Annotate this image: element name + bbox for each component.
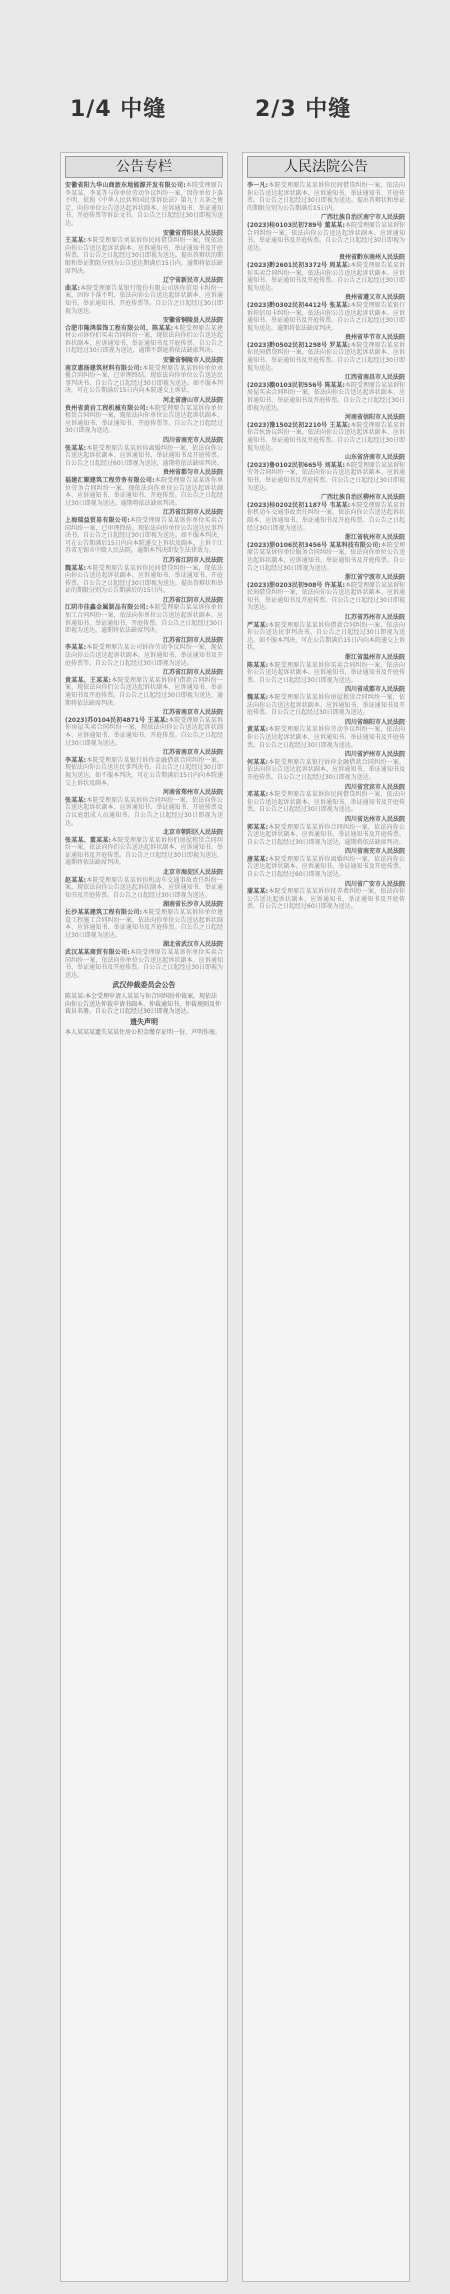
notice-addressee: 张某某:	[65, 796, 87, 804]
notice-entry	[247, 454, 405, 492]
notice-entry	[65, 357, 223, 395]
notice-text: 本院受理原告某某诉你合同纠纷一案，依法向你公告送达起诉状副本、应诉通知书、举证通知书、开庭传票及合议庭组成人员通知书。自公告之日起经过30日即视为送达。	[65, 796, 223, 827]
notice-entry	[65, 437, 223, 467]
notice-text: 本院受理原告某某诉你民间借贷纠纷一案，依法向你公告送达起诉状副本、应诉通知书、举证通知书及开庭传票。自公告之日起经过30日即视为送达。	[247, 341, 405, 372]
notice-text: 本院受理原告某建材公司诉你们买卖合同纠纷一案，现依法向你们公告送达起诉状副本、应诉通知书、举证通知书及开庭传票。自公告之日起经过30日即视为送达，逾期不到庭将依法缺席判决。	[65, 324, 223, 355]
notice-entry	[65, 182, 223, 228]
notice-addressee: (2023)黔2601民初3372号 周某某:	[247, 261, 351, 269]
notice-entry	[65, 509, 223, 555]
notice-entry	[65, 230, 223, 276]
notice-text: 本院受理原告李某某、李某等与你单位劳动争议纠纷一案，因你单位下落不明，依照《中华人民共和国民事诉讼法》第九十五条之规定，向你单位公告送达起诉状副本、应诉通知书、举证通知书、开庭传票等诉讼文书。自公告之日起经过30日即视为送达。	[65, 182, 223, 227]
right-fold-label: 2/3 中缝	[255, 97, 352, 122]
notice-entry	[65, 789, 223, 827]
notice-text: 本院受理原告某某诉你抚养费纠纷一案，依法向你公告送达起诉状副本、应诉通知书、举证通知书及开庭传票。自公告之日起经过60日即视为送达。	[247, 888, 405, 911]
notice-text: 本院受理原告某某诉你房屋买卖合同纠纷一案，依法向你公告送达起诉状副本、应诉通知书、举证通知书及开庭传票。自公告之日起经过30日即视为送达。	[247, 381, 405, 412]
notice-court-signature: 江苏省苏州市人民法院	[344, 614, 405, 622]
notice-entry	[65, 397, 223, 435]
notice-text: 本院受理原告某某诉你们借款合同纠纷一案，现依法向你们公告送达起诉状副本、应诉通知书、举证通知书及开庭传票。自公告之日起经过30日即视为送达，逾期将依法缺席判决。	[65, 676, 223, 707]
notice-entry	[247, 881, 405, 911]
notice-text: 本院受理原告某某诉你们房屋租赁合同纠纷一案，依法向你们公告送达起诉状副本、应诉通知书、举证通知书及开庭传票。自公告之日起经过30日即视为送达，逾期将依法缺席判决。	[65, 836, 223, 867]
notice-court-signature: 四川省成都市人民法院	[344, 686, 405, 694]
footer-notice	[65, 1019, 223, 1037]
notice-text: 本院受理原告某某诉你买卖合同纠纷一案，依法向你公告送达起诉状副本、应诉通知书、举证通知书及开庭传票。自公告之日起经过30日即视为送达。	[247, 661, 405, 684]
notice-addressee: 合肥市隆鸿装饰工程有限公司、陈某某:	[65, 324, 174, 332]
notice-text: 本院受理原告某某诉你单位租赁合同纠纷一案，现依法向你单位公告送达起诉状副本、应诉通知书、举证通知书、开庭传票等。自公告之日起经过30日即视为送达。	[65, 404, 223, 435]
notice-text: 本院受理原告某某诉你单位劳务合同纠纷一案，现依法向你单位公告送达起诉状副本、应诉通知书、举证通知书、开庭传票。自公告之日起经过30日即视为送达。逾期将依法缺席判决。	[65, 476, 223, 507]
notice-text: 本院受理原告某某诉你买卖合同纠纷一案，依法向你公告送达起诉状副本、应诉通知书、举证通知书及开庭传票。自公告之日起经过30日即视为送达。	[247, 261, 405, 292]
notice-court-signature: 贵州省黔东南州人民法院	[338, 254, 405, 262]
notice-addressee: 武汉某某商贸有限公司:	[65, 949, 130, 956]
notice-addressee: 赵某某:	[65, 876, 87, 884]
left-column-title: 公告专栏	[65, 156, 223, 178]
footer-notice-title: 武汉仲裁委员会公告	[112, 981, 176, 990]
notice-entry	[247, 254, 405, 292]
notice-entry	[247, 686, 405, 716]
notice-entry	[247, 654, 405, 684]
notice-court-signature: 四川省南充市人民法院	[162, 437, 223, 444]
notice-entry	[65, 941, 223, 979]
notice-text: 本院受理原告某某诉你单位买卖合同纠纷一案，依法向你单位公告送达起诉状副本、应诉通知书、举证通知书及开庭传票。自公告之日起经过30日即视为送达。	[65, 949, 223, 979]
notice-court-signature: 安徽省青阳县人民法院	[162, 229, 223, 237]
notice-court-signature: 江苏省江阴市人民法院	[162, 509, 223, 517]
notice-entry	[247, 534, 405, 572]
notice-court-signature: 贵州省都匀市人民法院	[162, 469, 223, 477]
notice-addressee: 黄某某、王某某:	[65, 676, 111, 684]
notice-addressee: 严某某:	[247, 621, 269, 629]
notice-entry	[247, 816, 405, 846]
notice-addressee: (2023)苏0104民初4871号 王某某:	[65, 716, 169, 724]
notice-court-signature: 四川省南充市人民法院	[344, 848, 405, 856]
notice-court-signature: 江苏省江阴市人民法院	[162, 669, 223, 677]
notice-court-signature: 广西壮族自治区柳州市人民法院	[320, 494, 405, 502]
notice-text: 本院受理原告某某诉你借款合同纠纷一案，依法向你公告送达民事判决书。自公告之日起经过30日即视为送达。如不服本判决，可在公告期满后15日内向本院递交上诉状。	[247, 621, 405, 652]
notice-addressee: 长沙某某建筑工程有限公司:	[65, 909, 143, 917]
footer-notice-text: 陈某某:本会受理申请人某某与你合同纠纷仲裁案，现依法向你公告送达仲裁申请书副本、仲裁通知书、仲裁规则及仲裁员名册。自公告之日起经过30日即视为送达。	[65, 992, 222, 1016]
notice-entry	[247, 494, 405, 532]
notice-addressee: 邓某某:	[247, 791, 269, 799]
notice-text: 本院受理原告某某诉你合伙协议纠纷一案，依法向你公告送达起诉状副本、应诉通知书、举证通知书及开庭传票。自公告之日起经过30日即视为送达。	[247, 421, 405, 452]
notice-court-signature: 江苏省南京市人民法院	[162, 749, 223, 757]
notice-court-signature: 贵州省遵义市人民法院	[344, 294, 405, 302]
notice-text: 本院受理原告某某诉你单位加工合同纠纷一案，依法向你单位公告送达起诉状副本、应诉通知书、举证通知书、开庭传票。自公告之日起经过30日即视为送达。逾期将依法缺席判决。	[65, 604, 223, 635]
notice-text: 本院受理原告某某诉你劳务合同纠纷一案，依法向你公告送达起诉状副本、应诉通知书、举证通知书及开庭传票。自公告之日起经过30日即视为送达。	[247, 461, 405, 492]
footer-notice-title: 遗失声明	[130, 1017, 158, 1026]
notice-entry	[65, 317, 223, 355]
notice-entry	[247, 574, 405, 612]
notice-entry	[247, 784, 405, 814]
notice-addressee: (2023)浙0203民初908号 许某某:	[247, 581, 345, 589]
notice-entry	[65, 709, 223, 747]
notice-court-signature: 浙江省宁波市人民法院	[344, 574, 405, 582]
notice-text: 本院受理原告某某诉你民间借贷纠纷一案，依法向你公告送达起诉状副本、应诉通知书、举证通知书、开庭传票。自公告之日起经过30日即视为送达。提出答辩状和举证的期限分别为公告期满后15日内。	[247, 182, 405, 212]
left-notice-column	[60, 152, 228, 2282]
notice-court-signature: 安徽省铜陵县人民法院	[162, 317, 223, 325]
left-entries-list	[61, 182, 227, 979]
right-notice-column	[242, 152, 410, 2282]
notice-addressee: 江阴市佳鑫金属制品有限公司:	[65, 604, 149, 612]
notice-court-signature: 江苏省南京市人民法院	[162, 709, 223, 717]
notice-court-signature: 湖北省武汉市人民法院	[162, 941, 223, 949]
notice-text: 本院受理原告某某诉你单位建设工程施工合同纠纷一案，依法向你单位公告送达起诉状副本、应诉通知书、举证通知书及开庭传票。自公告之日起经过30日即视为送达。	[65, 909, 223, 939]
notice-court-signature: 四川省泸州市人民法院	[344, 751, 405, 759]
notice-text: 本院受理原告某某诉你劳动争议纠纷一案，依法向你公告送达起诉状副本、应诉通知书、举证通知书及开庭传票。自公告之日起经过30日即视为送达。	[247, 726, 405, 749]
notice-entry	[65, 901, 223, 939]
notice-addressee: 李某某:	[65, 756, 87, 764]
notice-text: 本院受理原告某银行股份有限公司诉你信用卡纠纷一案，因你下落不明，依法向你公告送达起诉状副本、应诉通知书、举证通知书、开庭传票等。自公告之日起经过30日即视为送达。	[65, 284, 223, 315]
notice-court-signature: 辽宁省新民市人民法院	[162, 277, 223, 285]
notice-addressee: (2023)赣0103民初556号 陈某某:	[247, 381, 345, 389]
notice-text: 本院受理原告某某诉你离婚纠纷一案，依法向你公告送达起诉状副本、应诉通知书、举证通知书及开庭传票。自公告之日起经过60日即视为送达。	[247, 855, 405, 879]
notice-addressee: 何某某:	[247, 758, 269, 766]
notice-court-signature: 江西省南昌市人民法院	[344, 374, 405, 382]
notice-addressee: (2023)黔0302民初4412号 张某某:	[247, 301, 351, 309]
notice-addressee: (2023)鲁0102民初665号 刘某某:	[247, 461, 345, 469]
notice-addressee: (2023)桂0103民初789号 董某某:	[247, 221, 345, 229]
notice-text: 本院受理原告某某诉你民间借贷纠纷一案，依法向你公告送达起诉状副本、应诉通知书、举证通知书及开庭传票。自公告之日起经过30日即视为送达。	[247, 581, 405, 612]
notice-addressee: 陈某某:	[247, 661, 269, 669]
notice-court-signature: 四川省广安市人民法院	[344, 880, 405, 888]
notice-text: 本院受理原告某某诉你合同纠纷一案，依法向你公告送达起诉状副本、应诉通知书、举证通知书及开庭传票。自公告之日起经过30日即视为送达，逾期将依法缺席判决。	[247, 823, 405, 846]
notice-entry	[65, 557, 223, 595]
notice-text: 本院受理原告某银行诉你金融借款合同纠纷一案，依法向你公告送达起诉状副本、应诉通知书、举证通知书及开庭传票。自公告之日起经过30日即视为送达。	[247, 758, 405, 781]
notice-text: 本院受理原告某某诉你单位服务合同纠纷一案，依法向你单位公告送达起诉状副本、应诉通知书、举证通知书及开庭传票。自公告之日起经过30日即视为送达。	[247, 541, 405, 572]
notice-text: 本院受理原告刘某诉你民间借贷纠纷一案，现依法向你公告送达起诉状副本、应诉通知书、举证通知书及开庭传票。自公告之日起经过30日即视为送达。提出答辩状的期限和举证期限分别为公告送达期满后15日内。逾期将依法缺席判决。	[65, 237, 223, 275]
notice-addressee: (2023)黔0502民初1298号 罗某某:	[247, 341, 351, 349]
notice-addressee: 王某某:	[65, 237, 87, 245]
left-footer-notices	[61, 982, 227, 1037]
footer-notice	[65, 982, 223, 1015]
notice-entry	[247, 751, 405, 781]
notice-addressee: 张某某:	[65, 444, 87, 452]
notice-entry	[65, 669, 223, 707]
notice-court-signature: 山东省济南市人民法院	[344, 454, 405, 462]
notice-addressee: 上海瑞益贸易有限公司:	[65, 516, 130, 524]
notice-addressee: 蒲某某:	[247, 888, 269, 896]
notice-addressee: 曲某:	[65, 284, 80, 292]
notice-entry	[247, 294, 405, 332]
notice-text: 本院受理原告某某诉你民间借贷纠纷一案，现依法向你公告送达起诉状副本、应诉通知书、举证通知书、开庭传票。自公告之日起经过30日即视为送达。提出答辩状和举证的期限分别为公告期满后的15日内。	[65, 564, 223, 595]
notice-addressee: 福建汇顺建筑工程劳务有限公司:	[65, 476, 155, 484]
notice-entry	[247, 848, 405, 878]
left-fold-label: 1/4 中缝	[70, 97, 167, 122]
notice-addressee: (2023)豫1502民初2210号 王某某:	[247, 421, 351, 429]
notice-entry	[247, 182, 405, 212]
notice-addressee: (2023)浙0106民初3456号 某某科技有限公司:	[247, 541, 381, 549]
notice-court-signature: 湖南省长沙市人民法院	[162, 901, 223, 909]
notice-text: 本院受理原告某某诉你房屋买卖合同纠纷一案，现依法向你公告送达起诉状副本、应诉通知书、举证通知书、开庭传票。自公告之日起经过30日即视为送达。	[65, 716, 223, 747]
right-entries-list	[243, 182, 409, 911]
notice-addressee: 南京惠扬建筑材料有限公司:	[65, 364, 143, 372]
notice-addressee: 魏某某:	[247, 694, 269, 701]
notice-entry	[65, 869, 223, 899]
notice-text: 本院受理原告某银行诉你信用卡纠纷一案，依法向你公告送达起诉状副本、应诉通知书、举证通知书及开庭传票。自公告之日起经过30日即视为送达，逾期将依法缺席判决。	[247, 301, 405, 332]
notice-addressee: 贵州省黄岩工程机械有限公司:	[65, 404, 149, 412]
notice-entry	[65, 597, 223, 635]
notice-entry	[65, 469, 223, 507]
notice-court-signature: 北京市朝阳区人民法院	[162, 829, 223, 837]
notice-addressee: 李一凡:	[247, 182, 269, 189]
notice-court-signature: 江苏省江阴市人民法院	[162, 556, 223, 564]
notice-entry	[247, 214, 405, 252]
notice-court-signature: 江苏省江阴市人民法院	[162, 636, 223, 644]
notice-addressee: 黄某某:	[247, 726, 269, 734]
notice-entry	[247, 414, 405, 452]
notice-text: 本院受理原告某某诉你房屋租赁合同纠纷一案，依法向你公告送达起诉状副本、应诉通知书、举证通知书及开庭传票。自公告之日起经过30日即视为送达。	[247, 694, 405, 717]
notice-entry	[65, 637, 223, 667]
notice-text: 本院受理原告某某诉你机动车交通事故责任纠纷一案，现依法向你公告送达起诉状副本、应诉通知书、举证通知书及开庭传票。自公告之日起经过30日即视为送达。	[65, 876, 223, 899]
notice-addressee: 安徽省阳九华山商旅东地能源开发有限公司:	[65, 182, 186, 189]
notice-text: 本院受理原告某某诉你离婚纠纷一案，依法向你公告送达起诉状副本、应诉通知书、举证通知书及开庭传票。自公告之日起经过60日即视为送达，逾期将依法缺席判决。	[65, 444, 223, 467]
notice-court-signature: 四川省宜宾市人民法院	[344, 783, 405, 791]
notice-court-signature: 安徽省铜陵市人民法院	[162, 357, 223, 365]
footer-notice-text: 本人某某某遗失某某住房公积金缴存证明一份，声明作废。	[65, 1029, 222, 1037]
notice-court-signature: 江苏省江阴市人民法院	[162, 596, 223, 604]
notice-text: 本院受理原告某银行诉你金融借款合同纠纷一案，现依法向你公告送达民事判决书。自公告之日起经过30日即视为送达。如不服本判决，可在公告期满后15日内向本院递交上诉状及副本。	[65, 756, 223, 787]
notice-court-signature: 广西壮族自治区南宁市人民法院	[320, 214, 405, 222]
notice-text: 本院受理原告某某诉你单位买卖合同纠纷一案，已审理终结。现依法向你单位公告送达民事判决书。自公告之日起经过30日即视为送达。如不服本判决，可在公告期满后15日内向本院递交上诉状及副本，上诉于江苏省无锡市中级人民法院。逾期本判决即发生法律效力。	[65, 516, 223, 555]
notice-entry	[247, 719, 405, 749]
notice-addressee: 张某某、董某某:	[65, 836, 111, 844]
notice-text: 本院受理原告某某诉你民间借贷纠纷一案，依法向你公告送达起诉状副本、应诉通知书、举证通知书及开庭传票。自公告之日起经过30日即视为送达。	[247, 791, 405, 814]
notice-court-signature: 浙江省杭州市人民法院	[344, 534, 405, 542]
notice-entry	[247, 334, 405, 372]
notice-addressee: (2023)桂0202民初1187号 韦某某:	[247, 501, 351, 509]
notice-court-signature: 浙江省温州市人民法院	[344, 654, 405, 662]
notice-text: 本院受理原告某某诉你机动车交通事故责任纠纷一案，依法向你公告送达起诉状副本、应诉通知书、举证通知书及开庭传票。自公告之日起经过30日即视为送达。	[247, 501, 405, 532]
notice-text: 本院受理原告某某诉你单位承揽合同纠纷一案，已审理终结。现依法向你单位公告送达民事判决书。自公告之日起经过30日即视为送达。如不服本判决，可在公告期满后15日内向本院递交上诉状。	[65, 364, 223, 395]
notice-addressee: 郭某某:	[247, 823, 269, 831]
notice-addressee: 唐某某:	[247, 855, 269, 863]
notice-entry	[65, 829, 223, 867]
notice-entry	[247, 374, 405, 412]
notice-entry	[247, 614, 405, 652]
notice-court-signature: 四川省达州市人民法院	[344, 815, 405, 823]
notice-court-signature: 河南省信阳市人民法院	[344, 414, 405, 422]
notice-text: 本院受理原告某某诉你合同纠纷一案，依法向你公告送达起诉状副本、应诉通知书、举证通知书及开庭传票。自公告之日起经过30日即视为送达。	[247, 221, 405, 252]
notice-court-signature: 四川省绵阳市人民法院	[344, 718, 405, 726]
notice-text: 本院受理原告某公司诉你劳动争议纠纷一案，现依法向你公告送达起诉状副本、应诉通知书、举证通知书及开庭传票等。自公告之日起经过30日即视为送达。	[65, 644, 223, 667]
notice-court-signature: 河北省唐山市人民法院	[162, 397, 223, 405]
notice-court-signature: 北京市海淀区人民法院	[162, 869, 223, 877]
notice-court-signature: 河南省郑州市人民法院	[162, 789, 223, 797]
notice-entry	[65, 277, 223, 315]
notice-entry	[65, 749, 223, 787]
notice-court-signature: 贵州省毕节市人民法院	[344, 334, 405, 342]
notice-addressee: 魏某某:	[65, 564, 87, 572]
notice-addressee: 李某某:	[65, 644, 87, 652]
right-column-title: 人民法院公告	[247, 156, 405, 178]
